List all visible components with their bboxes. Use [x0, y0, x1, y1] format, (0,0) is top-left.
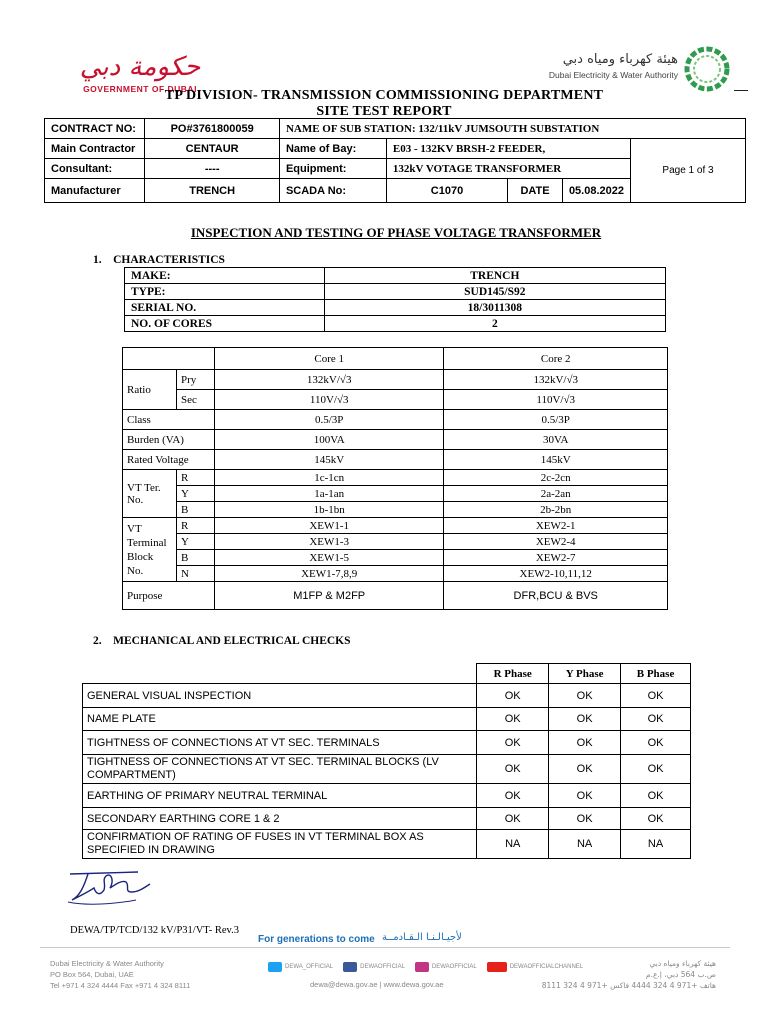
dewa-ring-icon: [682, 44, 732, 94]
scada-label: SCADA No:: [279, 179, 386, 203]
twitter-icon: [268, 962, 282, 972]
blk-y-core2: XEW2-4: [444, 534, 668, 550]
check-b: OK: [621, 731, 691, 755]
check-item: GENERAL VISUAL INSPECTION: [83, 684, 477, 708]
check-y: OK: [549, 684, 621, 708]
footer-divider: [40, 947, 730, 948]
phase-y-label: Y: [176, 486, 214, 502]
checks-heading: 2. MECHANICAL AND ELECTRICAL CHECKS: [93, 635, 351, 647]
sec-label: Sec: [176, 390, 214, 410]
manufacturer-value: TRENCH: [145, 179, 280, 203]
footer-web[interactable]: dewa@dewa.gov.ae | www.dewa.gov.ae: [310, 980, 444, 989]
footer-pobox-arabic: ص.ب 564 دبي، إ.ع.م: [645, 970, 716, 979]
char-label: MAKE:: [125, 268, 325, 284]
footer-address-arabic: [542, 958, 716, 991]
blk-r-core1: XEW1-1: [214, 518, 443, 534]
instagram-icon: [415, 962, 429, 972]
phase-b-label: B: [176, 550, 214, 566]
check-r: OK: [477, 684, 549, 708]
core1-header: Core 1: [214, 348, 443, 370]
burden-core2: 30VA: [444, 430, 668, 450]
class-core2: 0.5/3P: [444, 410, 668, 430]
check-item: NAME PLATE: [83, 708, 477, 731]
footer-org-arabic: هيئة كهرباء ومياه دبي: [649, 959, 716, 968]
tagline-arabic: لأجيـالـنـا الـقـادمــة: [382, 932, 462, 943]
char-label: SERIAL NO.: [125, 300, 325, 316]
youtube-icon: [487, 962, 507, 972]
ter-y-core2: 2a-2an: [444, 486, 668, 502]
b-phase-header: B Phase: [621, 664, 691, 684]
table-row: [83, 784, 691, 808]
table-row: [125, 300, 666, 316]
core2-header: Core 2: [444, 348, 668, 370]
check-y: OK: [549, 731, 621, 755]
rated-voltage-label: Rated Voltage: [123, 450, 215, 470]
check-y: OK: [549, 808, 621, 830]
purpose-label: Purpose: [123, 582, 215, 610]
ter-y-core1: 1a-1an: [214, 486, 443, 502]
check-b: OK: [621, 708, 691, 731]
check-item: SECONDARY EARTHING CORE 1 & 2: [83, 808, 477, 830]
burden-core1: 100VA: [214, 430, 443, 450]
r-phase-header: R Phase: [477, 664, 549, 684]
y-phase-header: Y Phase: [549, 664, 621, 684]
facebook-link[interactable]: DEWAOFFICIAL: [343, 962, 405, 972]
sec-core2: 110V/√3: [444, 390, 668, 410]
check-item: CONFIRMATION OF RATING OF FUSES IN VT TERMINAL BOX AS SPECIFIED IN DRAWING: [83, 830, 477, 859]
consultant-label: Consultant:: [45, 159, 145, 179]
table-row: [83, 830, 691, 859]
bay-value: E03 - 132KV BRSH-2 FEEDER,: [386, 139, 630, 159]
class-label: Class: [123, 410, 215, 430]
table-row: [83, 755, 691, 784]
footer-phone: Tel +971 4 324 4444 Fax +971 4 324 8111: [50, 981, 191, 990]
check-y: OK: [549, 784, 621, 808]
social-links: [268, 962, 583, 972]
pry-core2: 132kV/√3: [444, 370, 668, 390]
check-b: OK: [621, 755, 691, 784]
footer-address: [50, 958, 190, 991]
table-row: [125, 316, 666, 332]
phase-y-label: Y: [176, 534, 214, 550]
rated-core2: 145kV: [444, 450, 668, 470]
char-label: TYPE:: [125, 284, 325, 300]
ter-r-core2: 2c-2cn: [444, 470, 668, 486]
pry-label: Pry: [176, 370, 214, 390]
check-b: OK: [621, 684, 691, 708]
bay-label: Name of Bay:: [279, 139, 386, 159]
check-y: NA: [549, 830, 621, 859]
date-label: DATE: [508, 179, 563, 203]
characteristics-heading: 1. CHARACTERISTICS: [93, 254, 225, 266]
char-value: 18/3011308: [324, 300, 665, 316]
check-r: OK: [477, 755, 549, 784]
report-title: SITE TEST REPORT: [316, 104, 452, 119]
ter-b-core2: 2b-2bn: [444, 502, 668, 518]
inspection-title: INSPECTION AND TESTING OF PHASE VOLTAGE TRANSFORMER: [190, 225, 602, 240]
pry-core1: 132kV/√3: [214, 370, 443, 390]
ter-b-core1: 1b-1bn: [214, 502, 443, 518]
phase-r-label: R: [176, 470, 214, 486]
equipment-value: 132kV VOTAGE TRANSFORMER: [386, 159, 630, 179]
blk-n-core2: XEW2-10,11,12: [444, 566, 668, 582]
table-row: [83, 708, 691, 731]
rated-core1: 145kV: [214, 450, 443, 470]
dewa-logo-english: Dubai Electricity & Water Authority: [548, 70, 678, 80]
contract-value: PO#3761800059: [145, 119, 280, 139]
check-y: OK: [549, 755, 621, 784]
phase-r-label: R: [176, 518, 214, 534]
char-label: NO. OF CORES: [125, 316, 325, 332]
table-row: [125, 268, 666, 284]
char-value: 2: [324, 316, 665, 332]
instagram-link[interactable]: DEWAOFFICIAL: [415, 962, 477, 972]
gov-logo-english: GOVERNMENT OF DUBAI: [83, 84, 197, 94]
facebook-icon: [343, 962, 357, 972]
check-item: TIGHTNESS OF CONNECTIONS AT VT SEC. TERMINALS: [83, 731, 477, 755]
main-contractor-value: CENTAUR: [145, 139, 280, 159]
blk-r-core2: XEW2-1: [444, 518, 668, 534]
check-item: EARTHING OF PRIMARY NEUTRAL TERMINAL: [83, 784, 477, 808]
scada-value: C1070: [386, 179, 507, 203]
twitter-link[interactable]: DEWA_OFFICIAL: [268, 962, 333, 972]
check-item: TIGHTNESS OF CONNECTIONS AT VT SEC. TERMINAL BLOCKS (LV COMPARTMENT): [83, 755, 477, 784]
check-b: OK: [621, 808, 691, 830]
consultant-value: ----: [145, 159, 280, 179]
purpose-core1: M1FP & M2FP: [214, 582, 443, 610]
main-contractor-label: Main Contractor: [45, 139, 145, 159]
check-r: OK: [477, 731, 549, 755]
department-title: TP DIVISION- TRANSMISSION COMMISSIONING DEPARTMENT: [164, 88, 604, 103]
blk-b-core2: XEW2-7: [444, 550, 668, 566]
equipment-label: Equipment:: [279, 159, 386, 179]
substation-name: NAME OF SUB STATION: 132/11kV JUMSOUTH SUBSTATION: [279, 119, 745, 139]
phase-n-label: N: [176, 566, 214, 582]
youtube-link[interactable]: DEWAOFFICIALCHANNEL: [487, 962, 583, 972]
check-r: OK: [477, 784, 549, 808]
check-r: OK: [477, 708, 549, 731]
manufacturer-label: Manufacturer: [45, 179, 145, 203]
report-info-table: [44, 118, 746, 203]
sec-core1: 110V/√3: [214, 390, 443, 410]
tagline: For generations to come: [258, 934, 375, 945]
table-row: [125, 284, 666, 300]
cores-table: [122, 347, 668, 610]
footer-phone-arabic: هاتف +971 4 324 4444 فاكس +971 4 324 8111: [541, 981, 716, 990]
phase-b-label: B: [176, 502, 214, 518]
contract-label: CONTRACT NO:: [45, 119, 145, 139]
vt-ter-label: VT Ter. No.: [123, 470, 177, 518]
burden-label: Burden (VA): [123, 430, 215, 450]
blk-n-core1: XEW1-7,8,9: [214, 566, 443, 582]
footer-org: Dubai Electricity & Water Authority: [50, 959, 164, 968]
check-y: OK: [549, 708, 621, 731]
check-b: OK: [621, 784, 691, 808]
blk-b-core1: XEW1-5: [214, 550, 443, 566]
check-r: NA: [477, 830, 549, 859]
vt-block-label: VT Terminal Block No.: [123, 518, 177, 582]
blk-y-core1: XEW1-3: [214, 534, 443, 550]
characteristics-table: [124, 267, 666, 332]
page-number: Page 1 of 3: [631, 139, 746, 203]
table-row: [83, 808, 691, 830]
class-core1: 0.5/3P: [214, 410, 443, 430]
ter-r-core1: 1c-1cn: [214, 470, 443, 486]
footer-pobox: PO Box 564, Dubai, UAE: [50, 970, 134, 979]
check-r: OK: [477, 808, 549, 830]
ratio-label: Ratio: [123, 370, 177, 410]
signature-icon: [66, 866, 156, 908]
document-reference: DEWA/TP/TCD/132 kV/P31/VT- Rev.3: [70, 925, 239, 936]
table-row: [83, 684, 691, 708]
char-value: TRENCH: [324, 268, 665, 284]
char-value: SUD145/S92: [324, 284, 665, 300]
checks-table: [82, 663, 691, 859]
dewa-logo-arabic: هيئة كهرباء ومياه دبي: [562, 52, 678, 67]
check-b: NA: [621, 830, 691, 859]
date-value: 05.08.2022: [562, 179, 630, 203]
table-row: [83, 731, 691, 755]
purpose-core2: DFR,BCU & BVS: [444, 582, 668, 610]
gov-logo-arabic: حكومة دبي: [79, 52, 201, 82]
